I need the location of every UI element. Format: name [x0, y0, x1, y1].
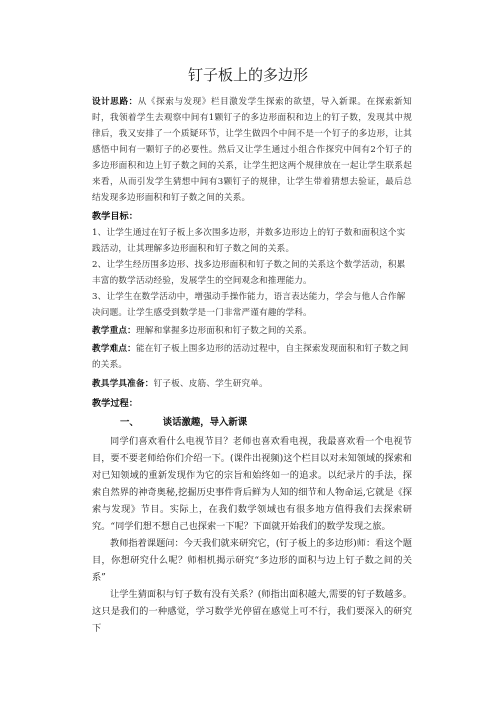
- design-text: 从《探索与发现》栏目激发学生探索的欲望，导入新课。在探索新知时，我领着学生去观察中间有1颗钉子的多边形面积和边上的钉子数，发现其中规律后，我又安排了一个质疑环节，让学生做四个中间不是一个钉子的多边形，让其感悟中间有一颗钉子的必要性。然后又让学生通过小组合作探究中间有2个钉子的多边形面积和边上钉子数之间的关系，让学生把这两个规律放在一起让学生联系起来看，从而引发学生猜想中间有3颗钉子的规律，让学生带着猜想去验证，最后总结发现多边形面积和钉子数之间的关系。: [92, 97, 412, 203]
- document-body: [92, 94, 412, 637]
- body-paragraph-2: 教师指着课题问：今天我们就来研究它，(钉子板上的多边形)师：看这个题目，你想研究什么呢？师相机揭示研究“多边形的面积与边上钉子数之间的关系”: [92, 538, 412, 583]
- document-title: 钉子板上的多边形: [187, 66, 308, 84]
- key-point: [92, 323, 412, 339]
- goal-item-1: 1、让学生通过在钉子板上多次围多边形，并数多边形边上的钉子数和面积这个实践活动，让其理解多边形面积和钉子数之间的关系。: [92, 228, 406, 254]
- prep-text: 钉子板、皮筋、学生研究单。: [153, 379, 268, 389]
- process-heading: 教学过程：: [92, 398, 138, 409]
- prep-label: 教具学具准备：: [92, 379, 154, 389]
- key-label: 教学重点：: [92, 326, 136, 336]
- section-1-number: 一、: [120, 417, 139, 428]
- design-paragraph: [92, 94, 412, 206]
- difficulty-text: 能在钉子板上围多边形的活动过程中，自主探索发现面积和钉子数之间的关系。: [92, 344, 409, 370]
- difficulty-label: 教学难点：: [92, 344, 136, 354]
- body-paragraph-1: 同学们喜欢看什么电视节目？老师也喜欢看电视，我最喜欢看一个电视节目，要不要老师给你们介绍一下。(课件出视频)这个栏目以对未知领域的探索和对已知领域的重新发现作为它的宗旨和始终如一的追求。以纪录片的手法，探索自然界的神奇奥秘,挖掘历史事件背后鲜为人知的细节和人物命运,它就是《探索与发现》节目。实际上，在我们数学领域也有很多地方值得我们去探索研究。“同学们想不想自己也探索一下呢？下面就开始我们的数学发现之旅。: [92, 436, 412, 532]
- design-label: 设计思路：: [92, 97, 138, 107]
- key-text: 理解和掌握多边形面积和钉子数之间的关系。: [135, 326, 312, 336]
- difficulty-point: [92, 341, 412, 373]
- section-1-title: 谈话激趣，导入新课: [162, 417, 248, 428]
- goal-item-2: 2、让学生经历围多边形、找多边形面积和钉子数之间的关系这个数学活动，积累丰富的数学活动经验，发展学生的空间观念和推理能力。: [92, 260, 406, 286]
- body-paragraph-3: 让学生猜面积与钉子数有没有关系？(师指出面积越大,需要的钉子数越多。这只是我们的一种感觉，学习数学光停留在感觉上可不行，我们要深入的研究下: [92, 589, 412, 634]
- section-1-heading: [92, 414, 412, 431]
- prep-line: [92, 376, 412, 392]
- goal-item-3: 3、让学生在数学活动中，增强动手操作能力，语言表达能力，学会与他人合作解决问题。让学生感受到数学是一门非常严谨有趣的学科。: [92, 292, 406, 318]
- goals-heading: 教学目标：: [92, 211, 138, 222]
